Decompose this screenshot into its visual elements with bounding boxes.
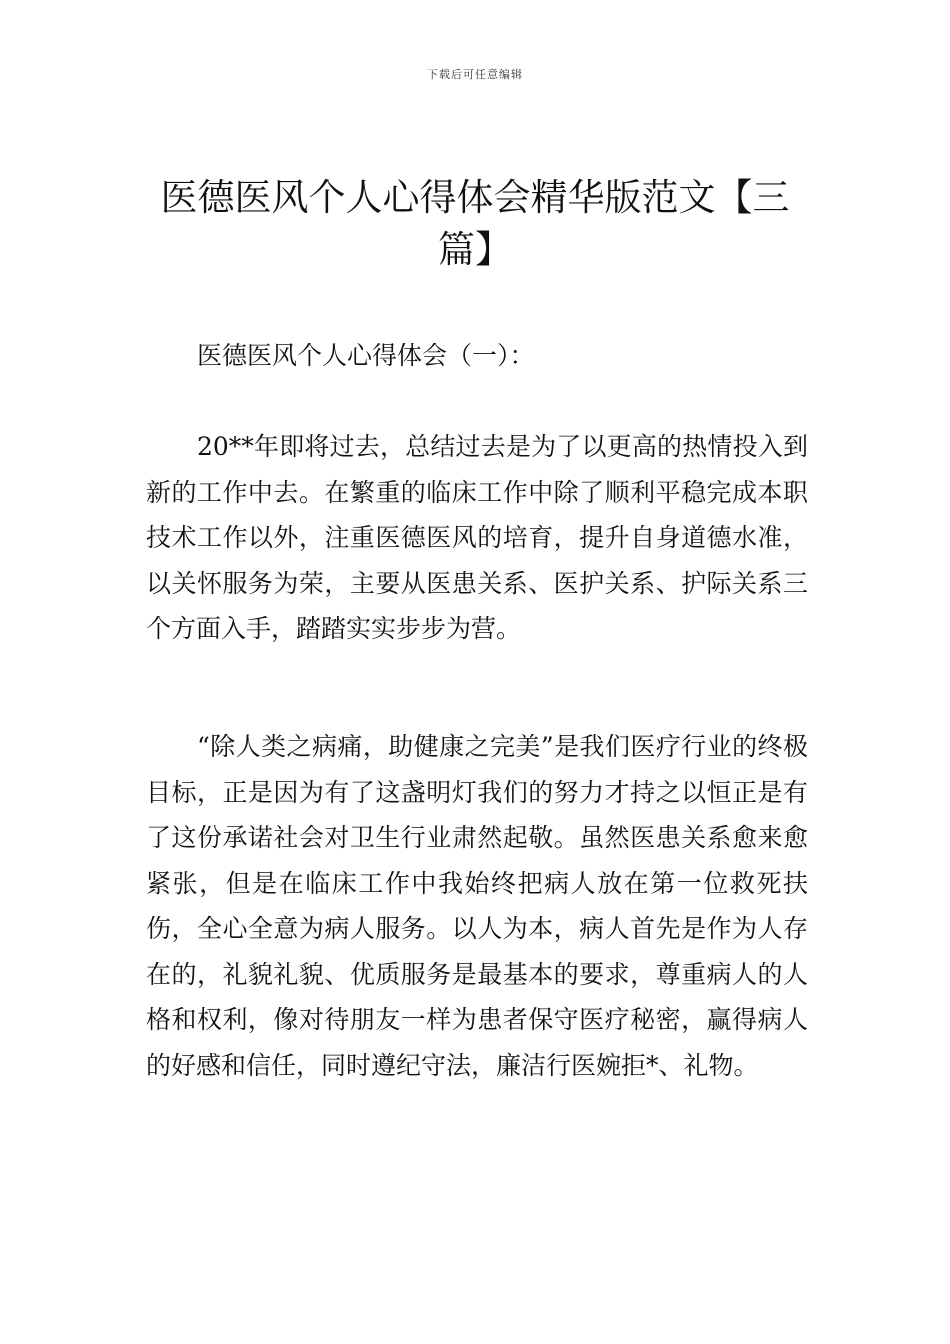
document-title: 医德医风个人心得体会精华版范文【三篇】 <box>160 176 790 271</box>
header-note: 下载后可任意编辑 <box>427 68 523 81</box>
paragraph-2: “除人类之病痛，助健康之完美”是我们医疗行业的终极目标，正是因为有了这盏明灯我们的努力才持之以恒正是有了这份承诺社会对卫生行业肃然起敬。虽然医患关系愈来愈紧张，但是在临床工作中我始终把病人放在第一位救死扶伤，全心全意为病人服务。以人为本，病人首先是作为人存在的，礼貌礼貌、优质服务是最基本的要求，尊重病人的人格和权利，像对待朋友一样为患者保守医疗秘密，赢得病人的好感和信任，同时遵纪守法，廉洁行医婉拒*、礼物。 <box>146 732 808 1080</box>
paragraph-1: 20**年即将过去，总结过去是为了以更高的热情投入到新的工作中去。在繁重的临床工作中除了顺利平稳完成本职技术工作以外，注重医德医风的培育，提升自身道德水准，以关怀服务为荣，主要从医患关系、医护关系、护际关系三个方面入手，踏踏实实步步为营。 <box>146 432 808 643</box>
section-heading: 医德医风个人心得体会（一）： <box>197 341 535 370</box>
